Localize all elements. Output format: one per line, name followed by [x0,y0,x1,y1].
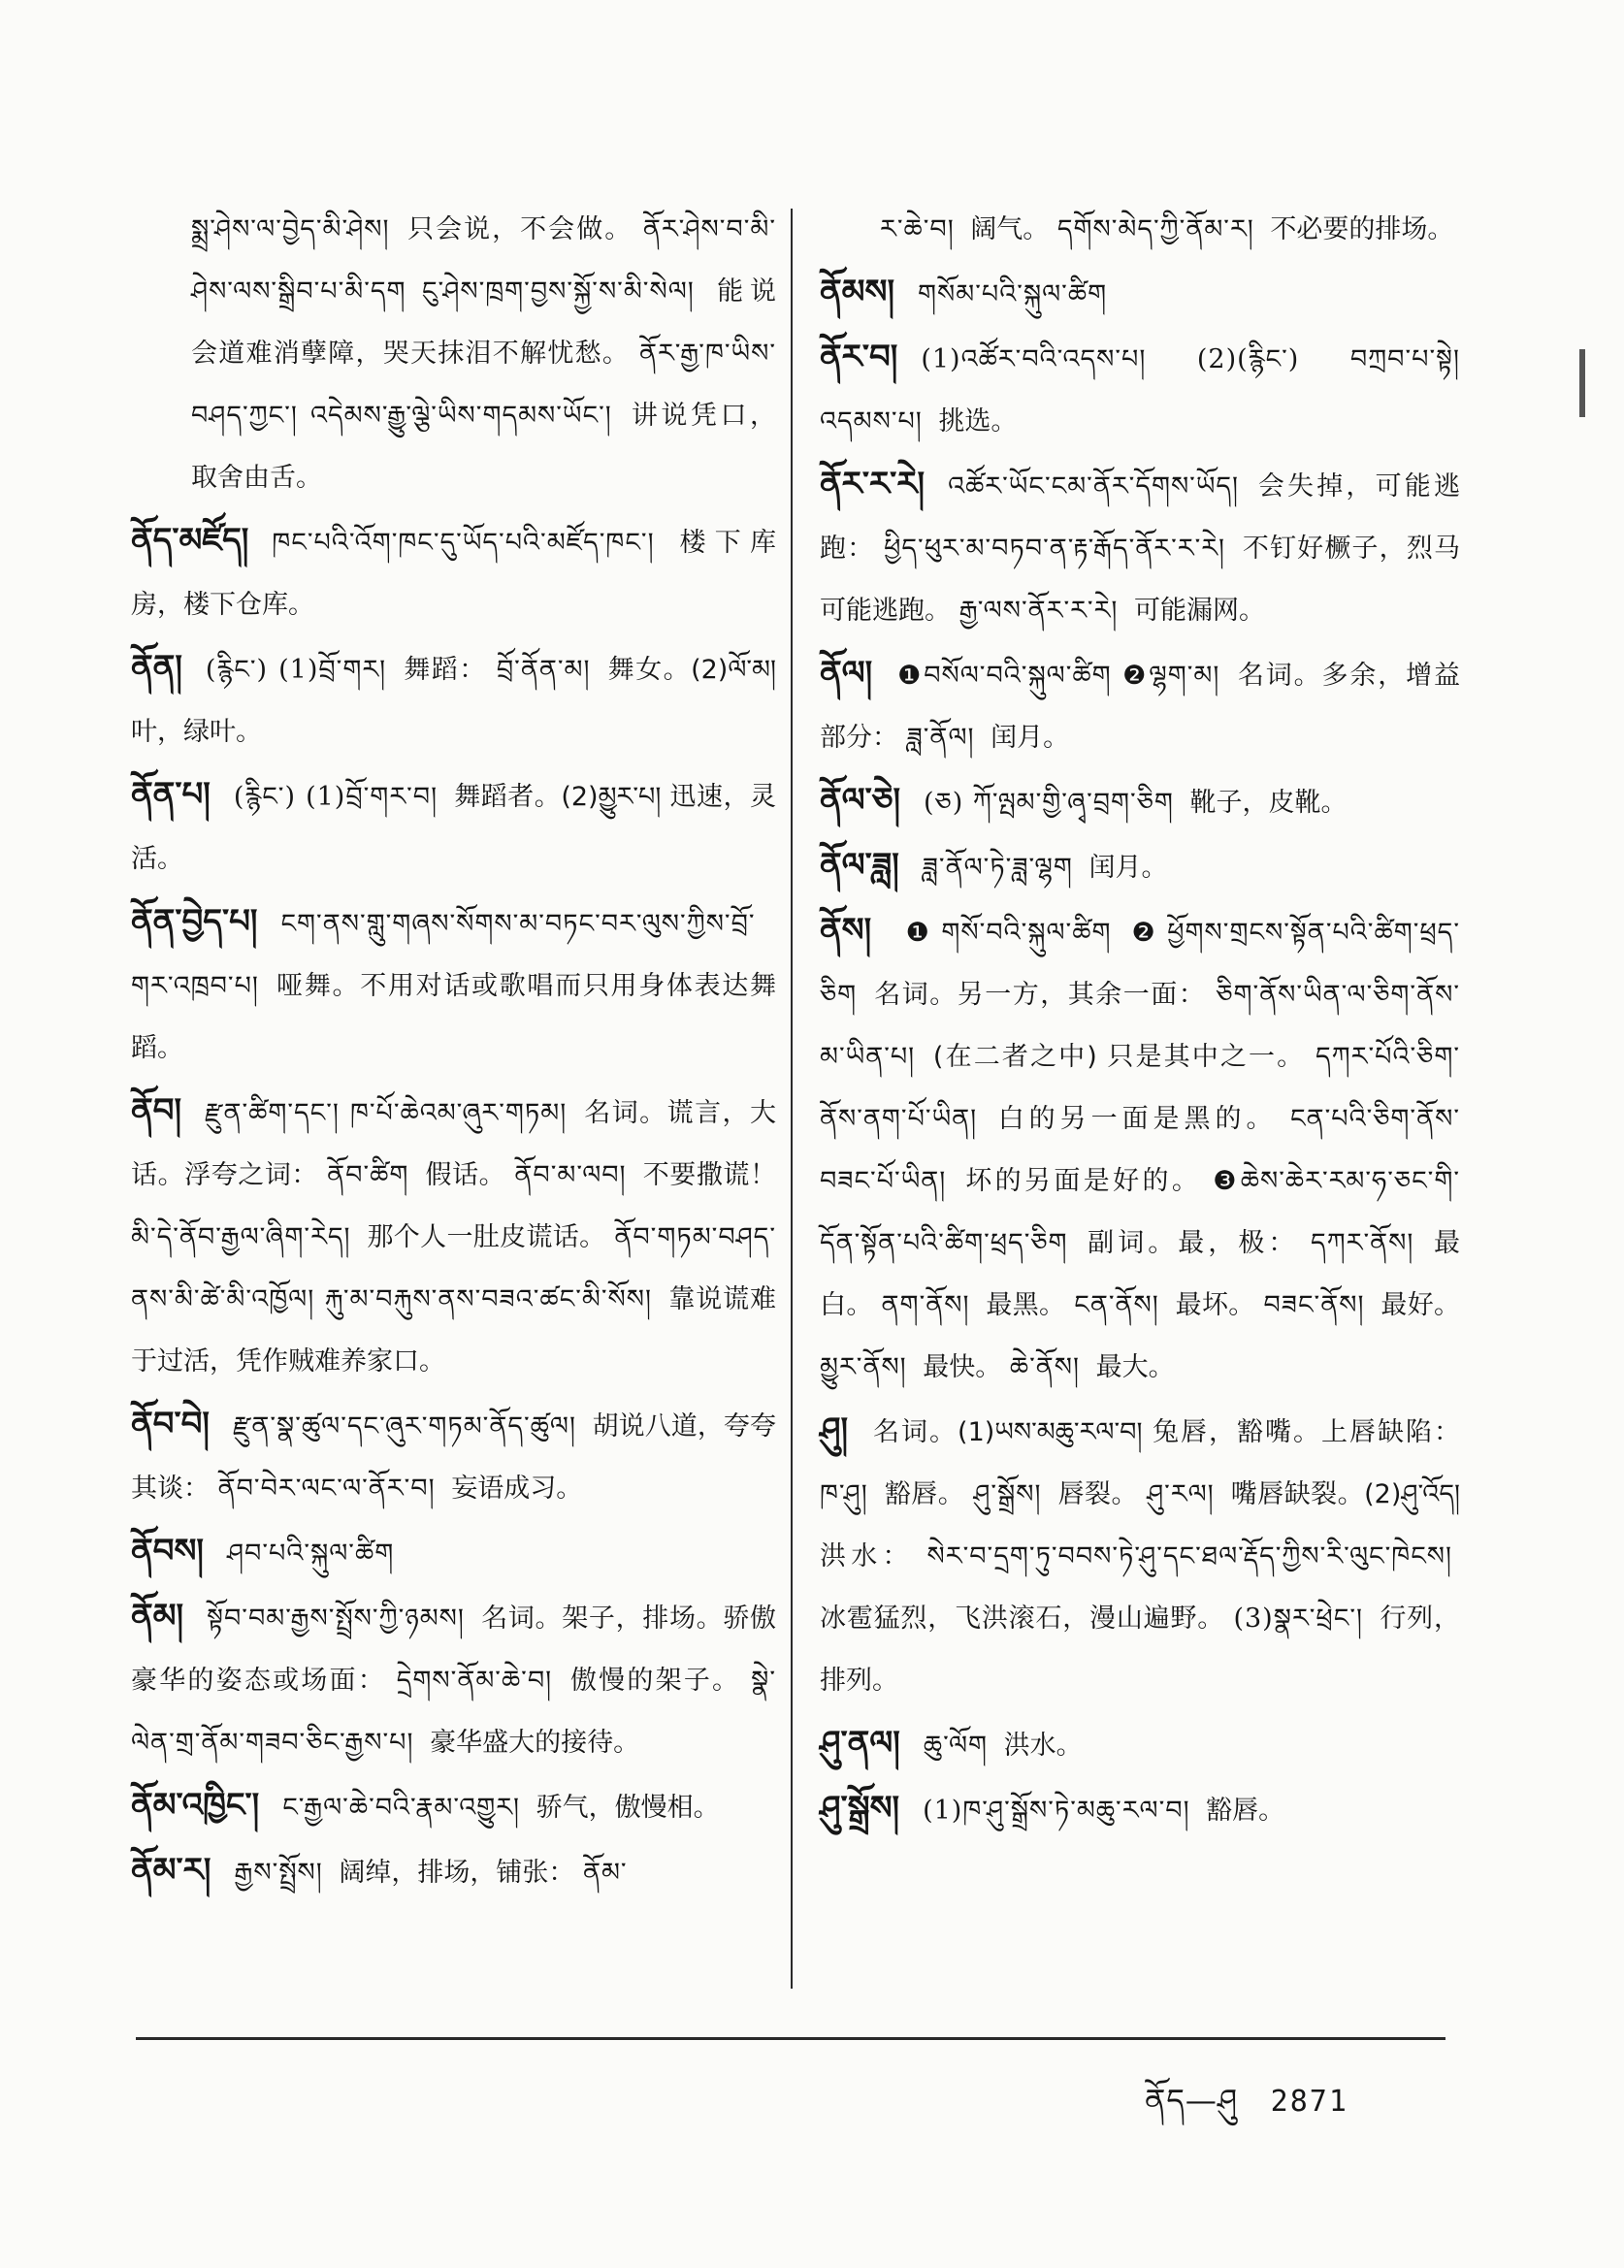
column-divider [791,209,793,1989]
tibetan-text: ནོབ་མ་ལབ། [514,1160,627,1190]
tibetan-text: ངན་པའི་ཅིག་ནོས་བཟང་པོ་ཡིན། [820,1104,1460,1196]
headword: ནོལ་ཟླ། [820,846,899,885]
chinese-gloss: 舞蹈： [404,655,487,685]
tibetan-text: ཆུ་ལོག [923,1731,989,1761]
tibetan-text: ནོབ་གཏམ་བཤད་ནས་མི་ཚེ་མི་འཁྱོལ། རྐུ་མ་བརྐུས་ནས་བཟའ་ཚང་མི་སོས། [131,1222,776,1314]
chinese-gloss: 讲说凭口，取舍由舌。 [191,401,776,493]
tibetan-text: དྲེགས་ནོམ་ཆེ་བ། [396,1666,553,1696]
chinese-gloss: 不钉好橛子，烈马可能逃跑。 [820,534,1461,626]
tibetan-text: (1)འཚོར་བའི་འདས་པ། (2)(རྙིང་) བཀྲབ་པ་སྟེ། འདམས་པ། [820,344,1460,437]
tibetan-text: ནོབ་ཚིག [327,1160,409,1190]
dictionary-entry [820,1399,1460,1712]
headword: ནོན། [131,648,182,687]
dictionary-entry [131,1774,776,1839]
chinese-gloss: 名词。另一方，其余一面： [874,980,1207,1010]
tibetan-text: ཕྱིད་ཕུར་མ་བཏབ་ན་རྟ་རྒོད་ནོར་ར་རེ། [884,534,1226,564]
footer-range: ནོད—ཤུ [1145,2082,1239,2119]
chinese-gloss: 可能漏网。 [1134,596,1266,626]
chinese-gloss: 不要撒谎！ [642,1160,776,1190]
headword: ནོམ་ར། [131,1851,211,1890]
chinese-gloss: 能说会道难消孽障，哭天抹泪不解忧愁。 [191,276,776,369]
chinese-gloss: 名词。谎言，大话。浮夸之词： [131,1098,776,1190]
headword: ཤུ་སྒྲོས། [820,1789,900,1828]
chinese-gloss: 冰雹猛烈，飞洪滚石，漫山遍野。 [820,1604,1225,1634]
tibetan-text: རྫུན་ཚིག་དང་། ཁ་པོ་ཆེའམ་ཞུར་གཏམ། [205,1098,568,1128]
tibetan-text: (1)ཁ་ཤུ་སྒྲོས་ཏེ་མཆུ་རལ་བ། [923,1796,1190,1826]
chinese-gloss: 最坏。 [1175,1290,1255,1320]
dictionary-entry [820,199,1460,261]
tibetan-text: བཟང་ནོས། [1263,1290,1365,1320]
chinese-gloss: 骄气，傲慢相。 [536,1793,720,1823]
tibetan-text: ❸ཆེས་ཆེར་རམ་ཧ་ཅང་གི་དོན་སྟོན་པའི་ཚིག་ཕྲད་ཅིག [820,1166,1461,1258]
headword: ནོབས། [131,1532,204,1571]
headword: ནོམ་འཁྱིང་། [131,1786,260,1825]
tibetan-text: ཤུ་རལ། [1147,1479,1215,1509]
chinese-gloss: 那个人一肚皮谎话。 [367,1222,606,1252]
headword: ནོར་ར་རེ། [820,465,926,503]
dictionary-entry [131,199,776,509]
dictionary-entry [820,642,1460,769]
tibetan-text: ❶གསོ་བའི་སྐུལ་ཚིག ❷ཕྱོགས་གྲངས་སྟོན་པའི་ཚིག་ཕྲད་ཅིག [820,918,1460,1010]
chinese-gloss: 闰月。 [1088,853,1168,883]
chinese-gloss: 嘴唇缺裂。(2)ཤུ་འོད། 洪水： [820,1479,1460,1571]
tibetan-text: ཁང་པའི་འོག་ཁང་དུ་ཡོད་པའི་མཛོད་ཁང་། [272,528,655,558]
chinese-gloss: 坏的另面是好的。 [965,1166,1202,1196]
chinese-gloss: 豪华盛大的接待。 [430,1728,640,1758]
tibetan-text: ཤབ་པའི་སྐུལ་ཚིག [226,1539,395,1569]
chinese-gloss: 靴子，皮靴。 [1189,788,1348,818]
tibetan-text: དཀར་པོའི་ཅིག་ནོས་ནག་པོ་ཡིན། [820,1042,1460,1134]
tibetan-text: ངན་ནོས། [1074,1290,1159,1320]
chinese-gloss: 唇裂。 [1057,1479,1138,1509]
headword: ནོབ། [131,1091,182,1130]
chinese-gloss: 闰月。 [991,723,1070,753]
chinese-gloss: 最大。 [1095,1352,1175,1382]
tibetan-text: ནག་ནོས། [881,1290,970,1320]
dictionary-entry [131,509,776,636]
tibetan-text: ང་རྒྱལ་ཆེ་བའི་རྣམ་འགྱུར། [282,1793,521,1823]
tibetan-text: ཁ་ཤུ། [820,1479,868,1509]
headword: ནོན་པ། [131,775,211,814]
tibetan-text: ཅིག་ནོས་ཡིན་ལ་ཅིག་ནོས་མ་ཡིན་པ། [820,980,1460,1072]
tibetan-text: རྒྱ་ལས་ནོར་ར་རེ། [958,596,1119,626]
chinese-gloss: 洪水。 [1003,1731,1083,1761]
chinese-gloss: 最快。 [923,1352,1002,1382]
chinese-gloss: 舞蹈者。(2)མྱུར་པ། 迅速，灵活。 [131,782,776,874]
headword: ནོབ་བེ། [131,1405,210,1443]
page-footer [1145,2066,1348,2154]
chinese-gloss: 副词。最，极： [1088,1228,1299,1258]
dictionary-entry [131,1585,776,1774]
dictionary-entry [131,1839,776,1904]
chinese-gloss: 最白。 [820,1228,1461,1320]
page-number: 2871 [1270,2085,1348,2119]
chinese-gloss: 会失掉，可能逃跑： [820,471,1460,564]
scan-edge-mark [1579,349,1585,417]
tibetan-text: (3)སྣར་ཕྲེང་། [1233,1604,1363,1634]
headword: ཤུ་ནལ། [820,1724,900,1763]
tibetan-text: སྣེ་ལེན་གྲ་ནོམ་གཟབ་ཅིང་རྒྱས་པ། [131,1666,776,1758]
headword: ནོལ། [820,654,873,693]
tibetan-text: ནོར་རྒྱ་ཁ་ཡིས་བཤད་ཀྱང་། འདེམས་རྒྱུ་ལྕེ་ཡིས་གདམས་ཡོང་། [191,339,776,431]
chinese-gloss: 名词。(1)ཡས་མཆུ་རལ་བ། 兔唇，豁嘴。上唇缺陷： [871,1417,1460,1447]
headword: ནོར་བ། [820,338,898,376]
tibetan-text: རྫུན་སྣ་ཚུལ་དང་ཞུར་གཏམ་ནོད་ཚུལ། [232,1411,576,1442]
tibetan-text: ནོབ་བེར་ལང་ལ་ནོར་བ། [217,1474,436,1504]
tibetan-text: ར་ཆེ་བ། [880,214,955,244]
tibetan-text: ཟླ་ནོལ་ཏེ་ཟླ་ལྷག [922,853,1073,883]
tibetan-text: དཀར་ནོས། [1311,1228,1414,1258]
tibetan-text: (རྙིང་) (1)བྲོ་གར། [205,655,387,685]
tibetan-text: དགོས་མེད་ཀྱི་ནོམ་ར། [1056,214,1254,244]
chinese-gloss: 挑选。 [938,406,1018,437]
dictionary-entry [820,899,1460,1399]
chinese-gloss: 胡说八道，夸夸其谈： [131,1411,776,1504]
headword: ནོལ་ཅེ། [820,781,900,820]
dictionary-entry [820,261,1460,326]
chinese-gloss: 哑舞。不用对话或歌唱而只用身体表达舞蹈。 [131,971,776,1063]
dictionary-entry [820,326,1460,453]
chinese-gloss: 假话。 [425,1160,506,1190]
chinese-gloss: 最好。 [1380,1290,1461,1320]
tibetan-text: འཚོར་ཡོང་ངམ་ནོར་དོགས་ཡོད། [948,471,1240,502]
chinese-gloss: (在二者之中) 只是其中之一。 [932,1042,1306,1072]
chinese-gloss: 名词。架子，排场。骄傲豪华的姿态或场面： [131,1604,777,1696]
dictionary-entry [820,834,1460,899]
tibetan-text: ཆེ་ནོས། [1009,1352,1080,1382]
chinese-gloss: 阔气。 [970,214,1050,244]
dictionary-entry [131,1080,776,1393]
chinese-gloss: 豁唇。 [884,1479,965,1509]
chinese-gloss: 妄语成习。 [451,1474,583,1504]
chinese-gloss: 傲慢的架子。 [569,1666,741,1696]
chinese-gloss: 不必要的排场。 [1270,214,1454,244]
tibetan-text: ངག་ནས་གླུ་གཞས་སོགས་མ་བཏང་བར་ལུས་ཀྱིས་བྲོ་གར་འཁྲབ་པ། [131,909,756,1001]
headword: ནོས། [820,911,872,950]
dictionary-entry [131,1520,776,1585]
chinese-gloss: 最黑。 [986,1290,1066,1320]
tibetan-text: བྲོ་ནོན་མ། [496,655,591,685]
tibetan-text: སྨྲ་ཤེས་ལ་བྱེད་མི་ཤེས། [191,214,390,244]
chinese-gloss: 楼下库房，楼下仓库。 [131,528,776,620]
dictionary-entry [820,1712,1460,1777]
bottom-rule [136,2037,1445,2040]
right-column [820,199,1460,1842]
tibetan-text: མྱུར་ནོས། [820,1352,907,1382]
tibetan-text: རྒྱས་སྤྲོས། [234,1858,323,1888]
tibetan-text: ❶བསོལ་བའི་སྐུལ་ཚིག ❷ལྷག་མ། [895,661,1220,691]
tibetan-text: ཟླ་ནོལ། [906,723,975,753]
dictionary-entry [820,769,1460,834]
chinese-gloss: 名词。多余，增益部分： [820,661,1460,753]
chinese-gloss: 阔绰，排场，铺张： [339,1858,575,1888]
headword: ནོན་བྱེད་པ། [131,902,258,941]
chinese-gloss: 只会说，不会做。 [407,214,633,244]
dictionary-entry [820,1777,1460,1842]
tibetan-text: (རྙིང་) (1)བྲོ་གར་བ། [233,782,438,812]
dictionary-entry [131,763,776,891]
dictionary-entry [131,636,776,763]
tibetan-text: ནོམ་ [582,1858,628,1888]
left-column [131,199,776,1904]
chinese-gloss: 靠说谎难于过活，凭作贼难养家口。 [131,1284,776,1377]
dictionary-entry [131,1393,776,1520]
tibetan-text: ཤུ་སྒྲོས། [973,1479,1042,1509]
tibetan-text: (ཅ) ཀོ་ལྤམ་གྱི་ཞྭ་བྲག་ཅིག [924,788,1174,818]
tibetan-text: སེར་བ་དྲག་ཏུ་བབས་ཏེ་ཤུ་དང་ཐལ་རྡོད་ཀྱིས་རི་ལུང་ཁེངས། [926,1541,1453,1571]
dictionary-entry [820,453,1460,642]
chinese-gloss: 舞女。(2)ལོ་མ། 叶，绿叶。 [131,655,776,747]
dictionary-entry [131,891,776,1080]
headword: ནོད་མཛོད། [131,521,249,560]
tibetan-text: མི་དེ་ནོབ་རྒྱལ་ཞིག་རེད། [131,1222,351,1252]
chinese-gloss: 豁唇。 [1206,1796,1285,1826]
tibetan-text: གསོམ་པའི་སྐུལ་ཚིག [918,279,1108,309]
tibetan-text: སྟོབ་བམ་རྒྱས་སྤྲོས་ཀྱི་ཉམས། [207,1604,465,1634]
chinese-gloss: 白的另一面是黑的。 [997,1104,1278,1134]
tibetan-text: ནོར་ཤེས་བ་མི་ཤེས་ལས་སྒྲིབ་པ་མི་དག ངུ་ཤེས་ཁྲག་བྱས་སྐྱོ་ས་མི་སེལ། [191,214,777,307]
chinese-gloss: 行列，排列。 [820,1604,1460,1696]
headword: ནོམ། [131,1597,184,1636]
headword: ནོམས། [820,273,895,311]
headword: ཤུ། [820,1410,849,1449]
